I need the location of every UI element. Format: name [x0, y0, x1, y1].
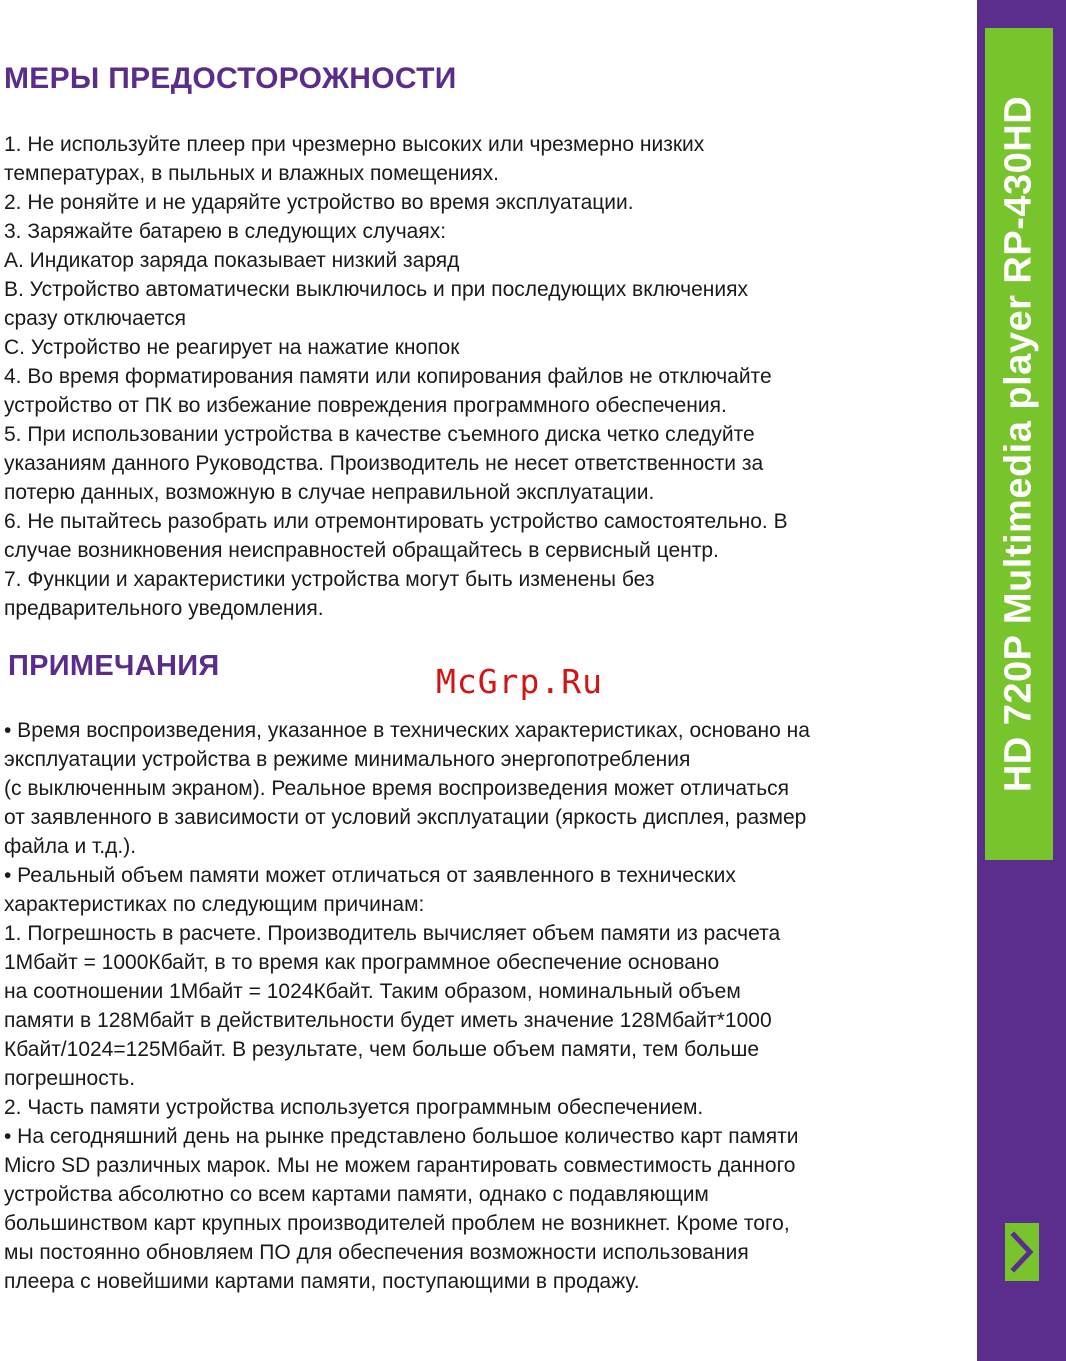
notes-title: ПРИМЕЧАНИЯ — [8, 650, 220, 682]
precautions-line: 6. Не пытайтесь разобрать или отремонтировать устройство самостоятельно. В — [4, 510, 788, 533]
precautions-line: A. Индикатор заряда показывает низкий заряд — [4, 249, 460, 272]
chevron-right-icon — [1005, 1223, 1039, 1281]
notes-line: 1. Погрешность в расчете. Производитель вычисляет объем памяти из расчета — [4, 922, 781, 945]
notes-line: большинством карт крупных производителей проблем не возникнет. Кроме того, — [4, 1212, 790, 1235]
notes-line: погрешность. — [4, 1067, 136, 1090]
precautions-line: 2. Не роняйте и не ударяйте устройство во время эксплуатации. — [4, 191, 634, 214]
notes-line: мы постоянно обновляем ПО для обеспечения возможности использования — [4, 1241, 749, 1264]
next-page-button[interactable] — [1005, 1223, 1039, 1281]
precautions-line: 3. Заряжайте батарею в следующих случаях: — [4, 220, 447, 243]
notes-line: Кбайт/1024=125Мбайт. В результате, чем больше объем памяти, тем больше — [4, 1038, 760, 1061]
notes-line: Micro SD различных марок. Мы не можем гарантировать совместимость данного — [4, 1154, 796, 1177]
precautions-line: температурах, в пыльных и влажных помещениях. — [4, 162, 499, 185]
precautions-line: сразу отключается — [4, 307, 187, 330]
notes-line: 1Мбайт = 1000Кбайт, в то время как программное обеспечение основано — [4, 951, 720, 974]
precautions-line: C. Устройство не реагирует на нажатие кнопок — [4, 336, 460, 359]
notes-line: • Реальный объем памяти может отличаться от заявленного в технических — [4, 864, 736, 887]
notes-line: файла и т.д.). — [4, 835, 137, 858]
notes-line: от заявленного в зависимости от условий эксплуатации (яркость дисплея, размер — [4, 806, 807, 829]
notes-line: • На сегодняшний день на рынке представлено большое количество карт памяти — [4, 1125, 799, 1148]
notes-line: памяти в 128Мбайт в действительности будет иметь значение 128Мбайт*1000 — [4, 1009, 772, 1032]
watermark: McGrp.Ru — [436, 662, 603, 701]
precautions-line: устройство от ПК во избежание повреждения программного обеспечения. — [4, 394, 727, 417]
notes-line: устройства абсолютно со всем картами памяти, однако с подавляющим — [4, 1183, 709, 1206]
precautions-line: случае возникновения неисправностей обращайтесь в сервисный центр. — [4, 539, 719, 562]
precautions-line: потерю данных, возможную в случае неправильной эксплуатации. — [4, 481, 655, 504]
sidebar-title: HD 720P Multimedia player RP-430HD — [997, 95, 1040, 793]
precautions-line: 7. Функции и характеристики устройства могут быть изменены без — [4, 568, 655, 591]
precautions-line: B. Устройство автоматически выключилось и при последующих включениях — [4, 278, 749, 301]
notes-line: на соотношении 1Мбайт = 1024Кбайт. Таким образом, номинальный объем — [4, 980, 741, 1003]
notes-line: • Время воспроизведения, указанное в технических характеристиках, основано на — [4, 719, 810, 742]
precautions-line: 4. Во время форматирования памяти или копирования файлов не отключайте — [4, 365, 772, 388]
notes-line: (с выключенным экраном). Реальное время воспроизведения может отличаться — [4, 777, 790, 800]
notes-line: плеера с новейшими картами памяти, поступающими в продажу. — [4, 1270, 640, 1293]
notes-line: эксплуатации устройства в режиме минимального энергопотребления — [4, 748, 691, 771]
notes-line: характеристиках по следующим причинам: — [4, 893, 425, 916]
precautions-line: предварительного уведомления. — [4, 597, 324, 620]
precautions-line: указаниям данного Руководства. Производитель не несет ответственности за — [4, 452, 764, 475]
sidebar — [977, 0, 1066, 1361]
precautions-line: 1. Не используйте плеер при чрезмерно высоких или чрезмерно низких — [4, 133, 705, 156]
precautions-line: 5. При использовании устройства в качестве съемного диска четко следуйте — [4, 423, 755, 446]
notes-line: 2. Часть памяти устройства используется программным обеспечением. — [4, 1096, 704, 1119]
sidebar-title-box — [985, 28, 1053, 860]
precautions-title: МЕРЫ ПРЕДОСТОРОЖНОСТИ — [4, 62, 457, 95]
